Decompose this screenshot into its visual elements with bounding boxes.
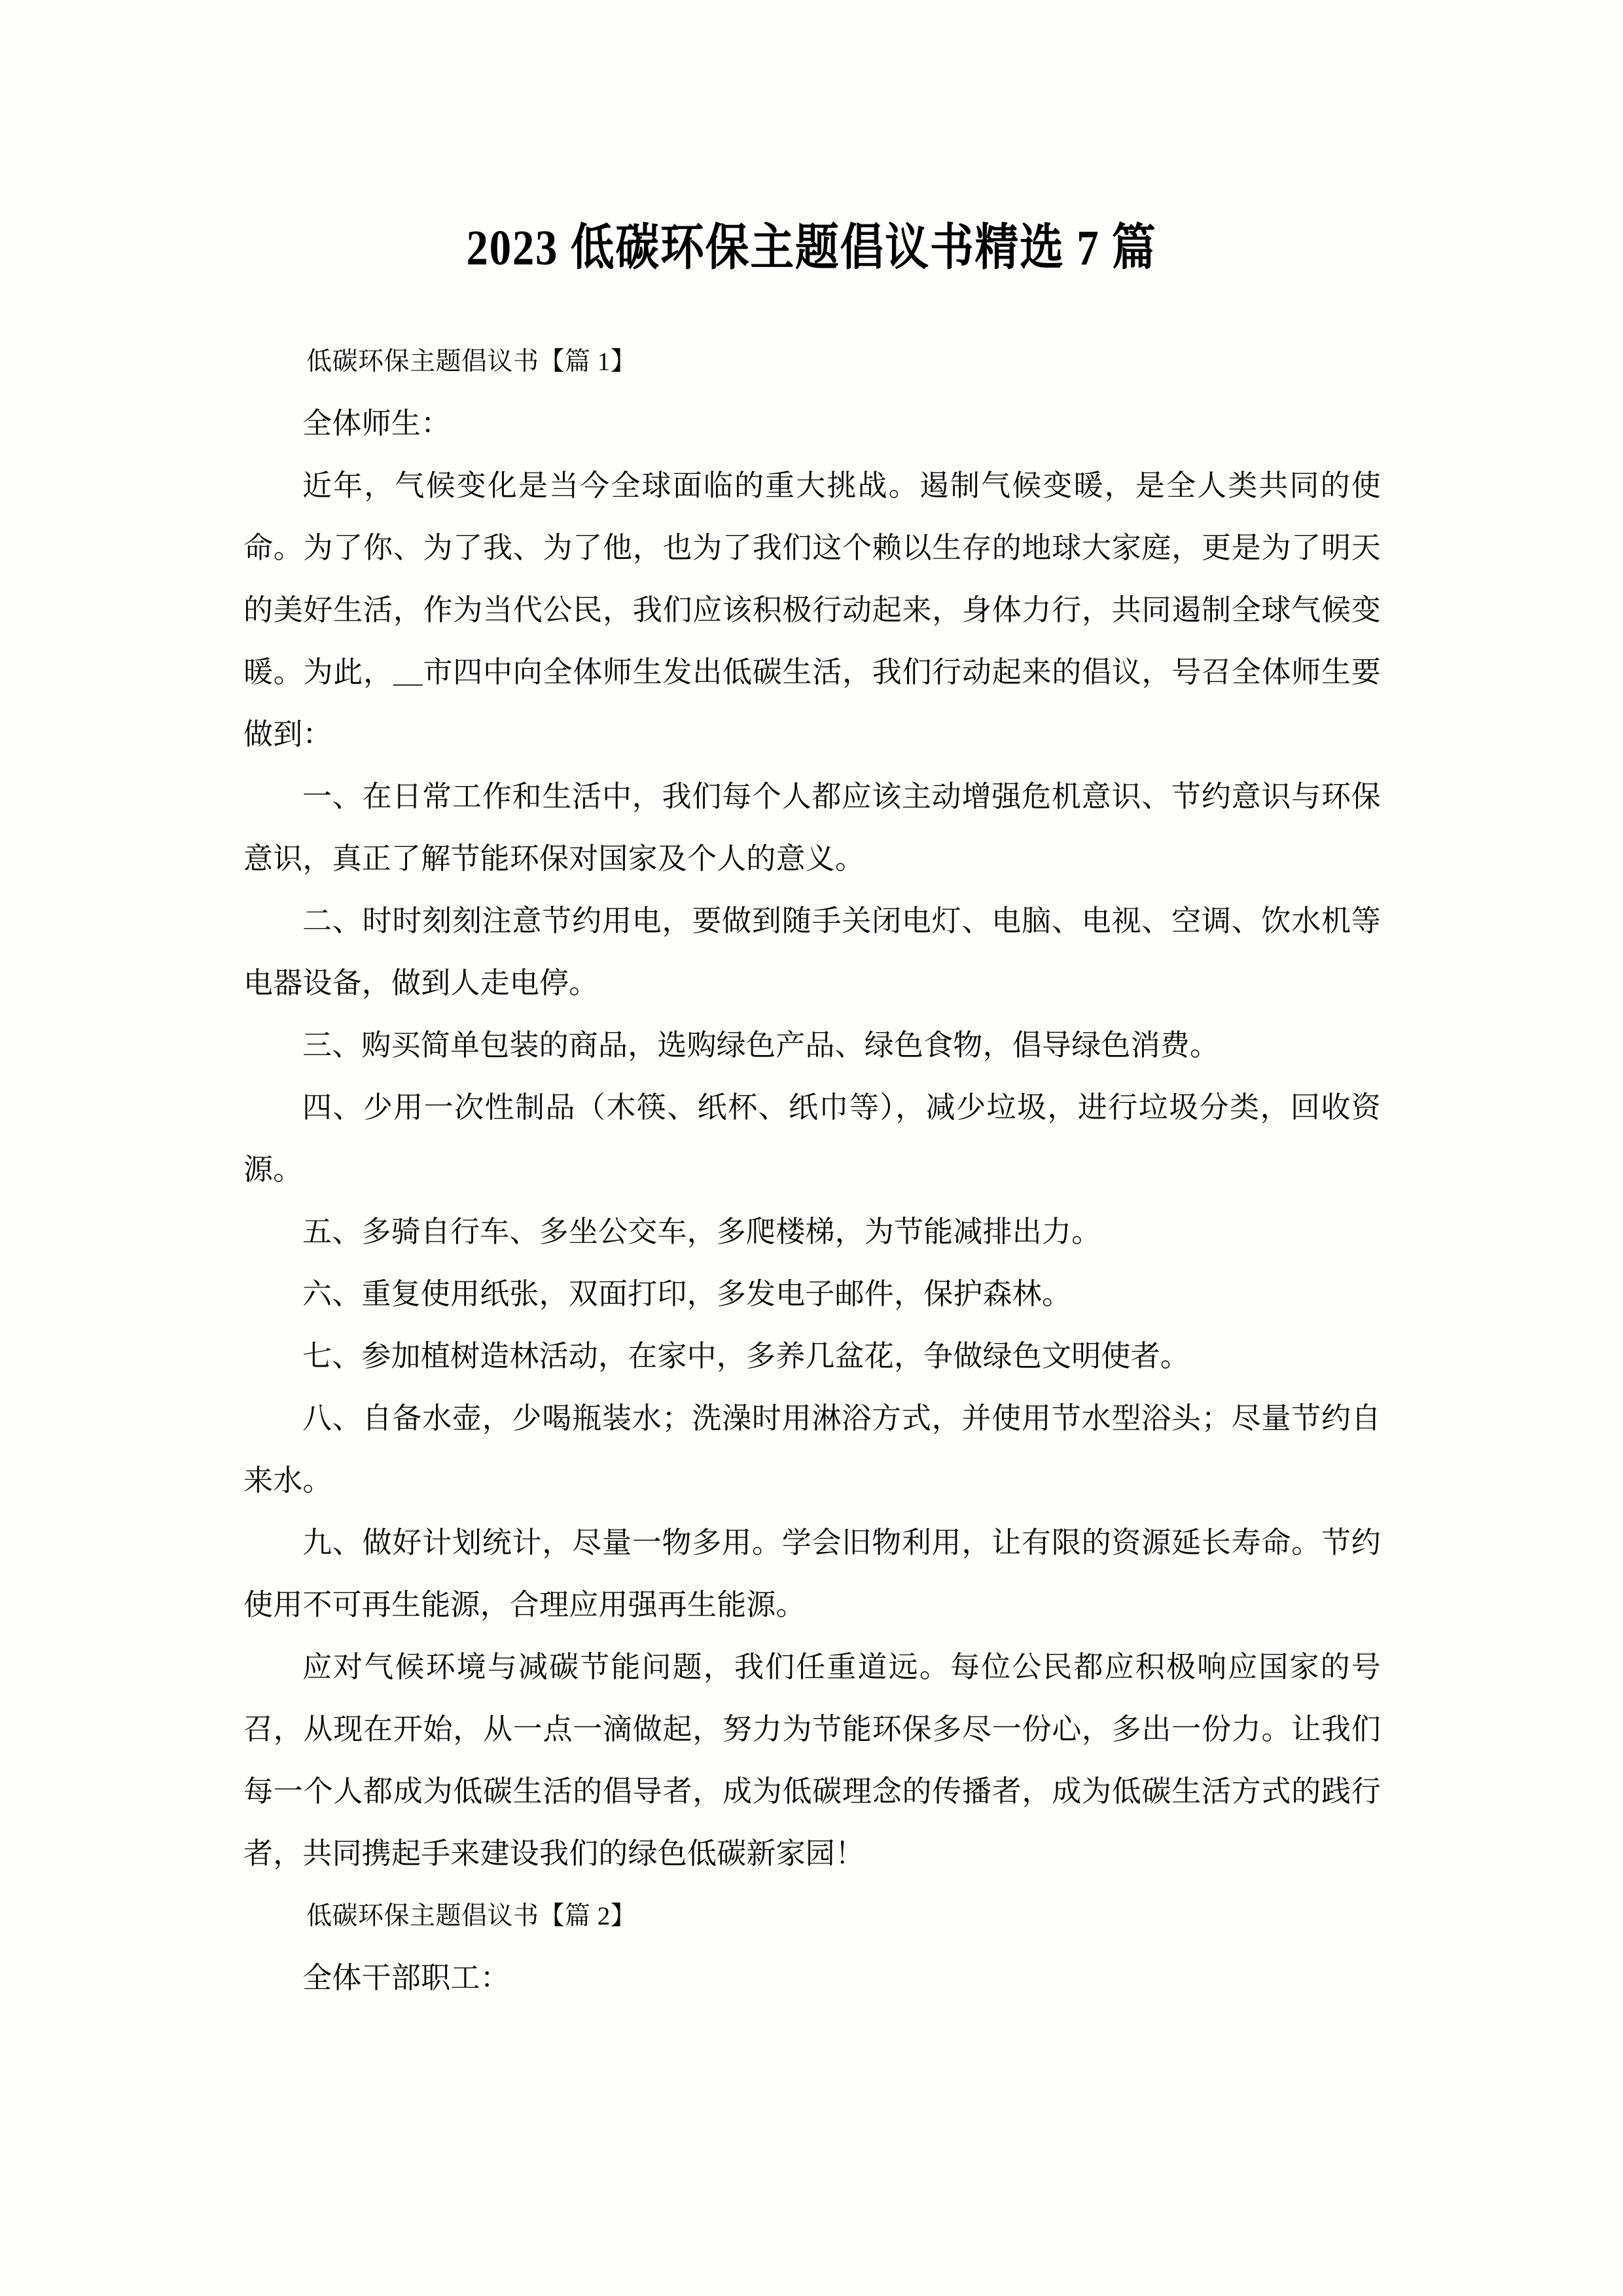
body-paragraph: 应对气候环境与减碳节能问题，我们任重道远。每位公民都应积极响应国家的号召，从现在开始，从一点一滴做起，努力为节能环保多尽一份心，多出一份力。让我们每一个人都成为低碳生活的倡导者，成为低碳理念的传播者，成为低碳生活方式的践行者，共同携起手来建设我们的绿色低碳新家园！ <box>243 1651 1381 1870</box>
salutation-line: 全体干部职工： <box>302 1962 510 1994</box>
page-title: 2023 低碳环保主题倡议书精选 7 篇 <box>466 220 1157 276</box>
body-paragraph: 九、做好计划统计，尽量一物多用。学会旧物利用，让有限的资源延长寿命。节约使用不可再生能源，合理应用强再生能源。 <box>243 1526 1381 1621</box>
body-paragraph: 四、少用一次性制品（木筷、纸杯、纸巾等），减少垃圾，进行垃圾分类，回收资源。 <box>243 1091 1381 1186</box>
document-body <box>243 331 1381 2009</box>
body-paragraph: 三、购买简单包装的商品，选购绿色产品、绿色食物，倡导绿色消费。 <box>302 1029 1220 1062</box>
body-paragraph: 七、参加植树造林活动，在家中，多养几盆花，争做绿色文明使者。 <box>302 1340 1190 1372</box>
body-paragraph: 一、在日常工作和生活中，我们每个人都应该主动增强危机意识、节约意识与环保意识，真正了解节能环保对国家及个人的意义。 <box>243 780 1381 875</box>
body-paragraph: 近年，气候变化是当今全球面临的重大挑战。遏制气候变暖，是全人类共同的使命。为了你、为了我、为了他，也为了我们这个赖以生存的地球大家庭，更是为了明天的美好生活，作为当代公民，我们应该积极行动起来，身体力行，共同遏制全球气候变暖。为此，＿市四中向全体师生发出低碳生活，我们行动起来的倡议，号召全体师生要做到： <box>243 469 1381 751</box>
salutation-line: 全体师生： <box>302 407 451 440</box>
body-paragraph: 二、时时刻刻注意节约用电，要做到随手关闭电灯、电脑、电视、空调、饮水机等电器设备，做到人走电停。 <box>243 905 1381 999</box>
section-heading: 低碳环保主题倡议书【篇 2】 <box>306 1902 637 1930</box>
body-paragraph: 六、重复使用纸张，双面打印，多发电子邮件，保护森林。 <box>302 1278 1072 1310</box>
body-paragraph: 五、多骑自行车、多坐公交车，多爬楼梯，为节能减排出力。 <box>302 1215 1101 1248</box>
section-heading: 低碳环保主题倡议书【篇 1】 <box>306 348 637 376</box>
body-paragraph: 八、自备水壶，少喝瓶装水；洗澡时用淋浴方式，并使用节水型浴头；尽量节约自来水。 <box>243 1402 1381 1497</box>
